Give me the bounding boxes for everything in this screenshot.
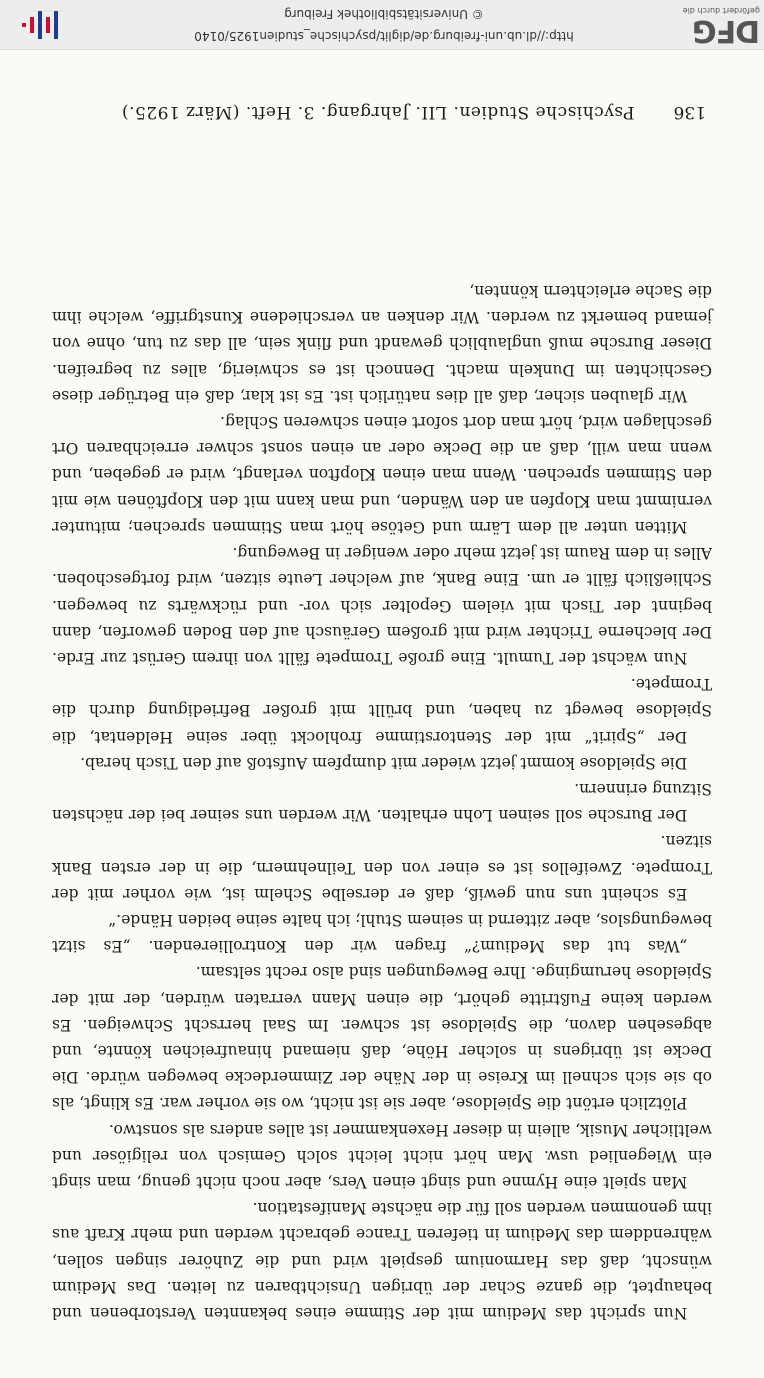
paragraph: Plötzlich ertönt die Spieldose, aber sie ist nicht, wo sie vorher war. Es klingt, als ob sie sich schnell im Kreise in der Nähe der Zimmerdecke bewegen würde. Die Decke ist übrigens in solcher Höhe, daß niemand hinaufreichen könnte, und abgesehen davon, die Spieldose ist schwer. Im Saal herrscht Schweigen. Es werden keine Fußtritte gehört, die einen Mann verraten würden, der mit der Spieldose herumginge. Ihre Bewegungen sind also recht seltsam. <box>52 963 712 1113</box>
paragraph: Der Bursche soll seinen Lohn erhalten. Wir werden uns seiner bei der nächsten Sitzung erinnern. <box>52 779 712 825</box>
paragraph: „Was tut das Medium?“ fragen wir den Kontrollierenden. „Es sitzt bewegungslos, aber zitternd in seinem Stuhl; ich halte seine beiden Hände.“ <box>52 910 712 956</box>
paragraph: Der „Spirit“ mit der Stentorstimme frohlockt über seine Heldentat, die Spieldose bewegt zu haben, und brüllt mit großer Befriedigung durch die Trompete. <box>52 675 712 746</box>
paragraph: Die Spieldose kommt jetzt wieder mit dumpfem Aufstoß auf den Tisch herab. <box>80 753 688 772</box>
paragraph: Mitten unter all dem Lärm und Getöse hört man Stimmen sprechen; mitunter vernimmt man Klopfen an den Wänden, und man kann mit den Klopftönen wie mit den Stimmen sprechen. Wenn man einen Klopfton verlangt, wird er gegeben, und wenn man will, daß an die Decke oder an einen sonst schwer erreichbaren Ort geschlagen wird, hört man dort sofort einen schweren Schlag. <box>52 413 712 536</box>
paragraph: Nun wächst der Tumult. Eine große Trompete fällt von ihrem Gerüst zur Erde. Der blecherne Trichter wird mit großem Geräusch auf den Boden geworfen, dann beginnt der Tisch mit vielem Gepolter sich vor- und rückwärts zu bewegen. Schließlich fällt er um. Eine Bank, auf welcher Leute sitzen, wird fortgeschoben. Alles in dem Raum ist jetzt mehr oder weniger in Bewegung. <box>52 544 712 667</box>
paragraph: Es scheint uns nun gewiß, daß er derselbe Schelm ist, wie vorher mit der Trompete. Zweifellos ist es einer von den Teilnehmern, die in der ersten Bank sitzen. <box>52 832 712 903</box>
page-number: 136 <box>673 102 706 122</box>
body-text <box>52 142 712 1326</box>
university-library-logo-icon <box>20 7 60 43</box>
scan-footer <box>0 0 764 50</box>
paragraph: Wir glauben sicher, daß all dies natürlich ist. Es ist klar, daß ein Betrüger diese Geschichten im Dunkeln macht. Dennoch ist es schwierig, alles zu begreifen. Dieser Bursche muß unglaublich gewandt und flink sein, all das zu tun, ohne von jemand bemerkt zu werden. Wir denken an verschiedene Kunstgriffe, welche ihm die Sache erleichtern könnten, <box>52 282 712 405</box>
paragraph: Man spielt eine Hymne und singt einen Vers, aber noch nicht genug, man singt ein Wiegenlied usw. Man hört nicht leicht solch Gemisch von religiöser und weltlicher Musik, allein in dieser Hexenkammer ist alles anders als sonstwo. <box>52 1120 712 1191</box>
copyright-notice: © Universitätsbibliothek Freiburg <box>284 7 484 21</box>
running-head <box>50 102 706 122</box>
journal-header: Psychische Studien. LII. Jahrgang. 3. Heft. (März 1925.) <box>121 102 635 122</box>
scan-url[interactable]: http://dl.ub.uni-freiburg.de/diglit/psychische_studien1925/0140 <box>194 29 574 43</box>
paragraph: Nun spricht das Medium mit der Stimme eines bekannten Verstorbenen und behauptet, die ganze Schar der übrigen Unsichtbaren zu leiten. Das Medium wünscht, daß das Harmonium gespielt wird und die Zuhörer singen sollen, währenddem das Medium in tieferen Trance gebracht werden und mehr Kraft aus ihm genommen werden soll für die nächste Manifestation. <box>52 1199 712 1322</box>
dfg-logo: DFG <box>692 13 760 48</box>
dfg-tagline: gefördert durch die <box>682 6 760 15</box>
